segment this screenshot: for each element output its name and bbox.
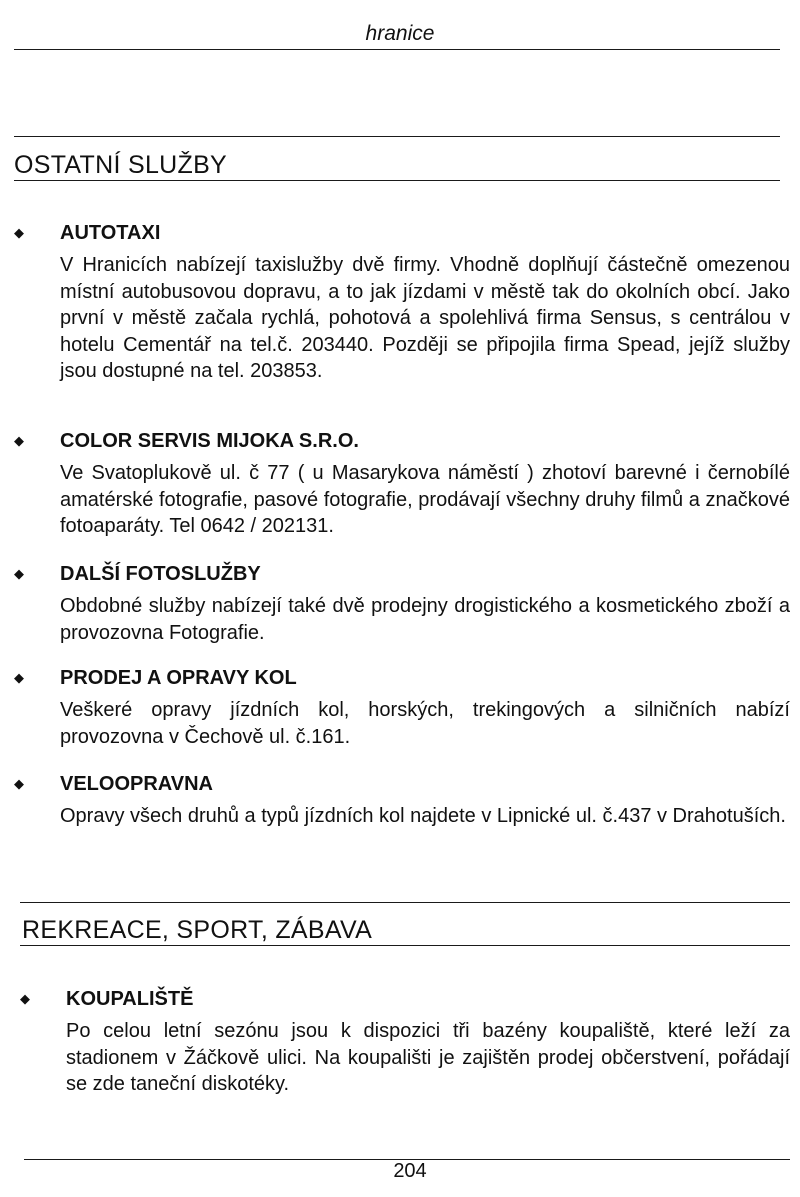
entry-prodej-opravy-kol bbox=[14, 665, 790, 750]
entry-title: COLOR SERVIS MIJOKA S.R.O. bbox=[60, 430, 359, 452]
section-heading-ostatni-sluzby: OSTATNÍ SLUŽBY bbox=[14, 151, 228, 179]
entry-color-servis bbox=[14, 428, 790, 540]
section-top-rule bbox=[14, 136, 780, 137]
entry-veloopravna bbox=[14, 771, 790, 830]
bullet-icon: ◆ bbox=[20, 991, 30, 1006]
entry-title: KOUPALIŠTĚ bbox=[66, 988, 194, 1010]
entry-dalsi-fotosluzby bbox=[14, 561, 790, 646]
entry-text: Po celou letní sezónu jsou k dispozici tři bazény koupaliště, které leží za stadionem v Žáčkově ulici. Na koupališti je zajištěn prodej občerstvení, pořádají se zde taneční diskotéky. bbox=[66, 1020, 790, 1095]
entry-title: DALŠÍ FOTOSLUŽBY bbox=[60, 563, 261, 585]
section-heading-rekreace-sport-zabava: REKREACE, SPORT, ZÁBAVA bbox=[22, 916, 373, 944]
entry-title: VELOOPRAVNA bbox=[60, 773, 213, 795]
entry-text: Obdobné služby nabízejí také dvě prodejny drogistického a kosmetického zboží a provozovna Fotografie. bbox=[60, 595, 790, 644]
section-heading-underline bbox=[20, 945, 790, 946]
section-heading-underline bbox=[14, 180, 780, 181]
bullet-icon: ◆ bbox=[14, 776, 24, 791]
bullet-icon: ◆ bbox=[14, 566, 24, 581]
header-rule bbox=[14, 49, 780, 50]
section-top-rule bbox=[20, 902, 790, 903]
entry-title: PRODEJ A OPRAVY KOL bbox=[60, 667, 297, 689]
page-number: 204 bbox=[393, 1160, 427, 1182]
entry-koupaliste bbox=[20, 986, 790, 1098]
entry-title: AUTOTAXI bbox=[60, 222, 161, 244]
bullet-icon: ◆ bbox=[14, 225, 24, 240]
bullet-icon: ◆ bbox=[14, 670, 24, 685]
entry-text: Veškeré opravy jízdních kol, horských, trekingových a silničních nabízí provozovna v Čechově ul. č.161. bbox=[60, 699, 790, 748]
entry-text: Ve Svatoplukově ul. č 77 ( u Masarykova náměstí ) zhotoví barevné i černobílé amatérské fotografie, pasové fotografie, prodávají všechny druhy filmů a značkové fotoaparáty. Tel 0642 / 202131. bbox=[60, 462, 790, 537]
entry-autotaxi bbox=[14, 220, 790, 385]
entry-text: V Hranicích nabízejí taxislužby dvě firmy. Vhodně doplňují částečně omezenou místní autobusovou dopravu, a to jak jízdami v městě tak do okolních obcí. Jako první v městě začala rychlá, pohotová a spolehlivá firma Sensus, s centrálou v hotelu Cementář na tel.č. 203440. Později se připojila firma Spead, jejíž služby jsou dostupné na tel. 203853. bbox=[60, 254, 790, 382]
entry-text: Opravy všech druhů a typů jízdních kol najdete v Lipnické ul. č.437 v Drahotuších. bbox=[60, 805, 786, 827]
bullet-icon: ◆ bbox=[14, 433, 24, 448]
running-header: hranice bbox=[365, 22, 435, 45]
